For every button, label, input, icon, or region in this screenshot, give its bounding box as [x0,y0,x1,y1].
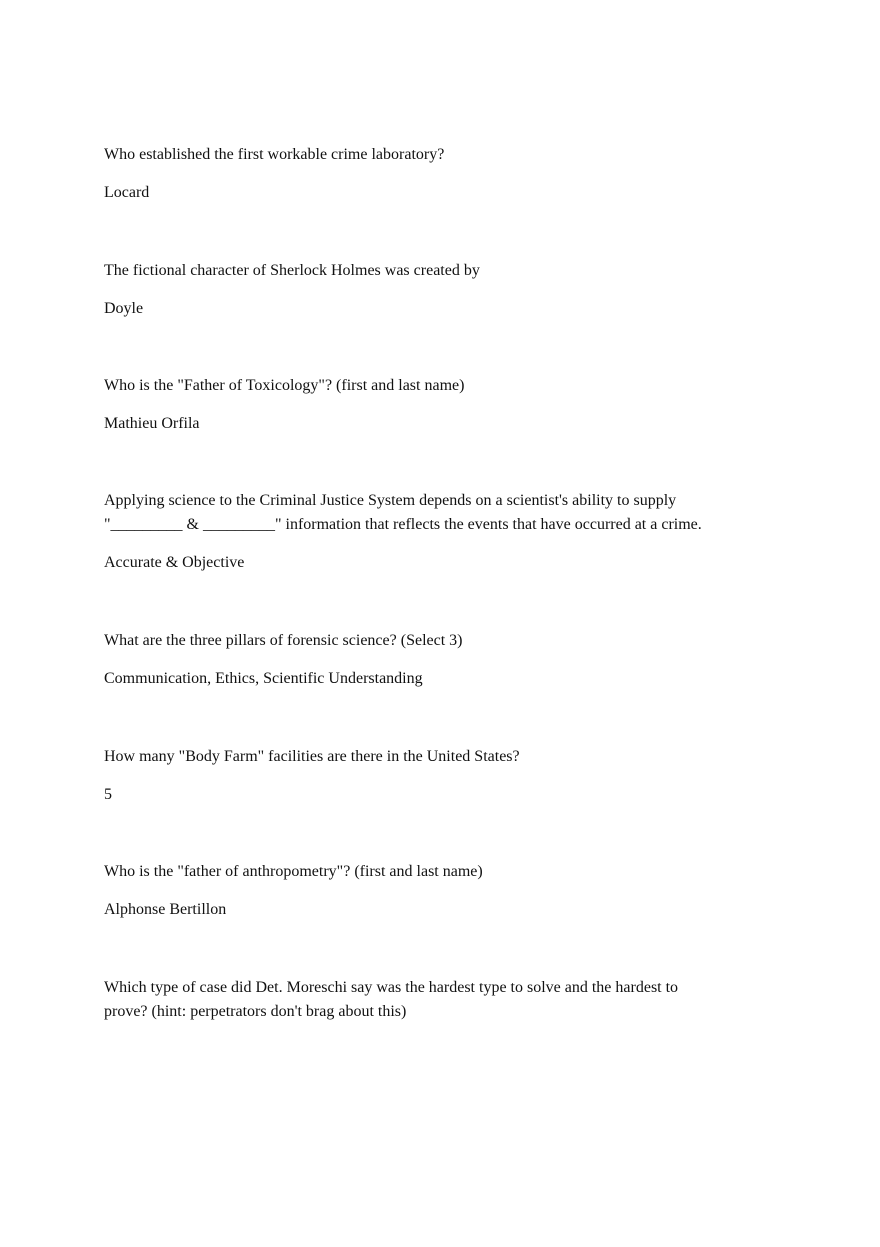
qa-item-7 [104,860,764,922]
question-text: Applying science to the Criminal Justice System depends on a scientist's ability to supply [104,492,677,509]
question-text: Who established the first workable crime laboratory? [104,146,445,163]
answer-text: Mathieu Orfila [104,415,200,432]
qa-item-6 [104,745,764,807]
question-text: What are the three pillars of forensic science? (Select 3) [104,632,463,649]
qa-item-2 [104,259,764,321]
question-text: The fictional character of Sherlock Holmes was created by [104,262,480,279]
question-text: Which type of case did Det. Moreschi say was the hardest type to solve and the hardest to [104,979,679,996]
question-text-line2: prove? (hint: perpetrators don't brag about this) [104,1003,407,1020]
answer-text: Doyle [104,300,144,317]
answer-text: Locard [104,184,150,201]
answer-text: Communication, Ethics, Scientific Understanding [104,670,423,687]
question-text: How many "Body Farm" facilities are there in the United States? [104,748,520,765]
question-text-line2: "_________ & _________" information that reflects the events that have occurred at a crime. [104,516,702,533]
qa-item-5 [104,629,764,691]
qa-item-8 [104,976,764,1024]
answer-text: Accurate & Objective [104,554,245,571]
question-text: Who is the "father of anthropometry"? (first and last name) [104,863,483,880]
answer-text: Alphonse Bertillon [104,901,227,918]
answer-text: 5 [104,786,112,803]
qa-item-1 [104,143,764,205]
question-text: Who is the "Father of Toxicology"? (first and last name) [104,377,465,394]
qa-item-4 [104,489,764,575]
qa-item-3 [104,374,764,436]
